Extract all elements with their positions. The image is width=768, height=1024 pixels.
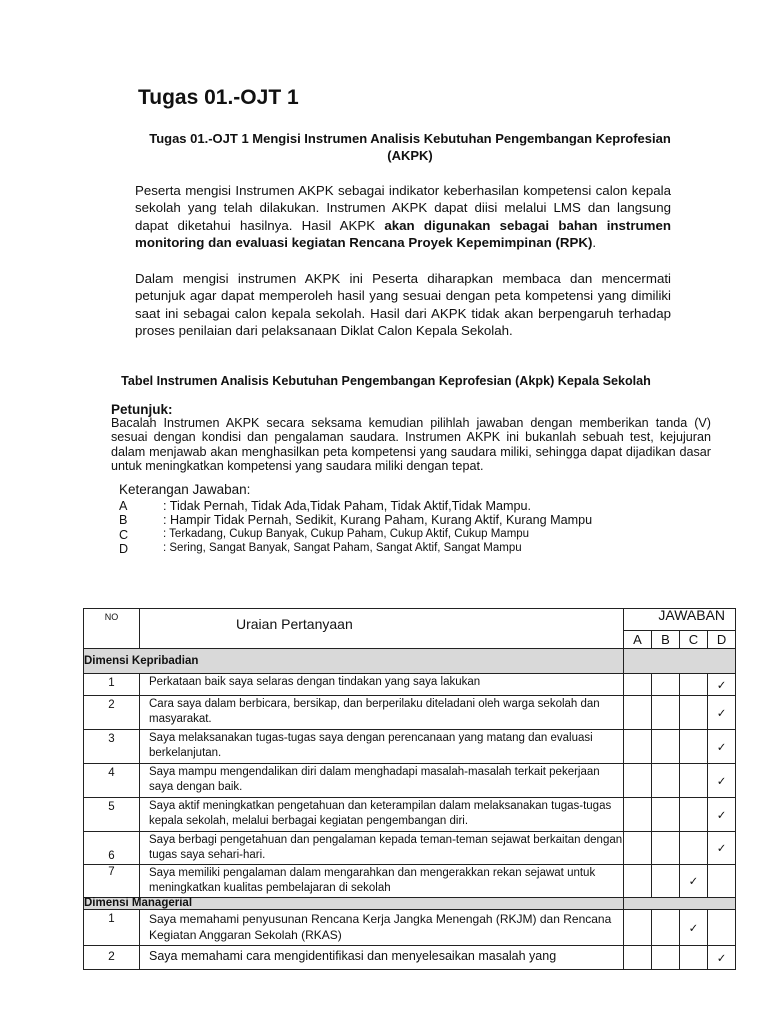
answer-col-a: A [624,631,652,649]
check-icon: ✓ [716,775,727,788]
keterangan-value: : Terkadang, Cukup Banyak, Cukup Paham, Cukup Aktif, Cukup Mampu [163,528,530,540]
check-icon: ✓ [688,922,699,935]
intro-text: Peserta mengisi Instrumen AKPK sebagai indikator keberhasilan kompetensi calon kepala sekolah yang telah dilakukan. Instrumen AKPK dapat diisi melalui LMS dan langsung dapat diketahui hasilnya. Hasil AKPK [135,183,671,233]
answer-cell-c[interactable] [680,946,708,970]
answer-cell-b[interactable] [652,798,680,832]
answer-cell-b[interactable] [652,946,680,970]
question-text: Saya memahami cara mengidentifikasi dan menyelesaikan masalah yang [140,946,624,970]
subtitle: Tugas 01.-OJT 1 Mengisi Instrumen Analisis Kebutuhan Pengembangan Keprofesian (AKPK) [149,131,671,163]
keterangan-value: : Hampir Tidak Pernah, Sedikit, Kurang Paham, Kurang Aktif, Kurang Mampu [163,513,593,527]
question-text: Saya mampu mengendalikan diri dalam menghadapi masalah-masalah terkait pekerjaan saya dengan baik. [140,764,624,798]
answer-cell-a[interactable] [624,946,652,970]
check-icon: ✓ [716,843,727,855]
answer-cell-c[interactable] [680,696,708,730]
intro-paragraph [135,182,671,252]
answer-cell-b[interactable] [652,832,680,865]
row-number: 6 [84,832,140,865]
answer-col-b: B [652,631,680,649]
answer-cell-c[interactable] [680,730,708,764]
check-icon: ✓ [716,809,727,822]
answer-cell-b[interactable] [652,674,680,696]
petunjuk-text: Bacalah Instrumen AKPK secara seksama kemudian pilihlah jawaban dengan memberikan tanda (V) sesuai dengan kondisi dan pengalaman saudara. Instrumen AKPK ini bukanlah sebuah test, kejujuran dalam menjawab akan menghasilkan peta kompetensi yang saudara miliki, sehingga dapat dijadikan dasar untuk meningkatkan kompetensi yang saudara miliki dengan tepat. [111,416,711,474]
question-text: Perkataan baik saya selaras dengan tindakan yang saya lakukan [140,674,624,696]
check-icon: ✓ [688,876,699,888]
row-number: 7 [84,865,140,898]
answer-cell-d[interactable] [708,674,736,696]
answer-cell-a[interactable] [624,674,652,696]
answer-cell-a[interactable] [624,764,652,798]
row-number: 5 [84,798,140,832]
row-number: 2 [84,946,140,970]
uraian-header: Uraian Pertanyaan [140,609,624,649]
question-text: Saya berbagi pengetahuan dan pengalaman kepada teman-teman sejawat berkaitan dengan tugas saya sehari-hari. [140,832,624,865]
akpk-table [83,608,736,970]
no-header: NO [84,609,140,649]
table-row [84,865,736,898]
dimension-header: Dimensi Kepribadian [84,649,624,674]
intro-paragraph-2: Dalam mengisi instrumen AKPK ini Peserta diharapkan membaca dan mencermati petunjuk agar dapat memperoleh hasil yang sesuai dengan peta kompetensi yang dimiliki saat ini sebagai calon kepala sekolah. Hasil dari AKPK tidak akan berpengaruh terhadap proses penilaian dari pelaksanaan Diklat Calon Kepala Sekolah. [135,271,671,339]
answer-cell-b[interactable] [652,730,680,764]
answer-cell-a[interactable] [624,910,652,946]
keterangan-key: A [119,499,128,513]
jawaban-header: JAWABAN [624,609,736,631]
check-icon: ✓ [716,952,727,965]
answer-cell-a[interactable] [624,730,652,764]
row-number: 1 [84,910,140,946]
answer-cell-d[interactable] [708,832,736,865]
answer-cell-b[interactable] [652,764,680,798]
keterangan-value: : Sering, Sangat Banyak, Sangat Paham, Sangat Aktif, Sangat Mampu [163,542,522,554]
answer-cell-b[interactable] [652,910,680,946]
check-icon: ✓ [716,707,727,720]
answer-cell-d[interactable] [708,865,736,898]
row-number: 1 [84,674,140,696]
table-row [84,764,736,798]
answer-cell-a[interactable] [624,865,652,898]
row-number: 3 [84,730,140,764]
check-icon: ✓ [716,741,727,754]
table-row [84,946,736,970]
dimension-header: Dimensi Managerial [84,898,624,910]
check-icon: ✓ [716,679,727,692]
answer-cell-c[interactable] [680,910,708,946]
petunjuk-label: Petunjuk: [111,402,173,417]
answer-cell-c[interactable] [680,674,708,696]
keterangan-key: B [119,513,128,527]
answer-cell-d[interactable] [708,946,736,970]
answer-cell-a[interactable] [624,696,652,730]
answer-cell-b[interactable] [652,865,680,898]
question-text: Saya memahami penyusunan Rencana Kerja Jangka Menengah (RKJM) dan Rencana Kegiatan Anggaran Sekolah (RKAS) [140,910,624,946]
answer-cell-c[interactable] [680,798,708,832]
table-row [84,730,736,764]
question-text: Cara saya dalam berbicara, bersikap, dan berperilaku diteladani oleh warga sekolah dan masyarakat. [140,696,624,730]
page-title: Tugas 01.-OJT 1 [138,86,299,109]
answer-cell-d[interactable] [708,764,736,798]
answer-cell-a[interactable] [624,832,652,865]
question-text: Saya melaksanakan tugas-tugas saya dengan perencanaan yang matang dan evaluasi berkelanjutan. [140,730,624,764]
answer-cell-d[interactable] [708,798,736,832]
answer-cell-d[interactable] [708,910,736,946]
table-row [84,832,736,865]
answer-cell-d[interactable] [708,730,736,764]
keterangan-key: C [119,528,129,542]
answer-cell-b[interactable] [652,696,680,730]
dimension-header-fill [624,649,736,674]
answer-col-c: C [680,631,708,649]
keterangan-value: : Tidak Pernah, Tidak Ada,Tidak Paham, Tidak Aktif,Tidak Mampu. [163,499,531,513]
answer-cell-c[interactable] [680,764,708,798]
table-row [84,910,736,946]
intro-bold-text: akan digunakan sebagai bahan instrumen monitoring dan evaluasi kegiatan Rencana Proyek Kepemimpinan (RPK) [135,217,672,251]
row-number: 4 [84,764,140,798]
table-title: Tabel Instrumen Analisis Kebutuhan Pengembangan Keprofesian (Akpk) Kepala Sekolah [121,374,651,388]
dimension-header-fill [624,898,736,910]
table-row [84,674,736,696]
answer-cell-c[interactable] [680,865,708,898]
answer-cell-a[interactable] [624,798,652,832]
intro-end: . [592,235,597,251]
question-text: Saya aktif meningkatkan pengetahuan dan keterampilan dalam melaksanakan tugas-tugas kepala sekolah, melalui berbagai kegiatan pengembangan diri. [140,798,624,832]
answer-cell-c[interactable] [680,832,708,865]
question-text: Saya memiliki pengalaman dalam mengarahkan dan mengerakkan rekan sejawat untuk meningkatkan kualitas pembelajaran di sekolah [140,865,624,898]
row-number: 2 [84,696,140,730]
answer-col-d: D [708,631,736,649]
answer-cell-d[interactable] [708,696,736,730]
table-row [84,696,736,730]
table-row [84,798,736,832]
keterangan-label: Keterangan Jawaban: [119,482,251,497]
keterangan-key: D [119,542,129,556]
